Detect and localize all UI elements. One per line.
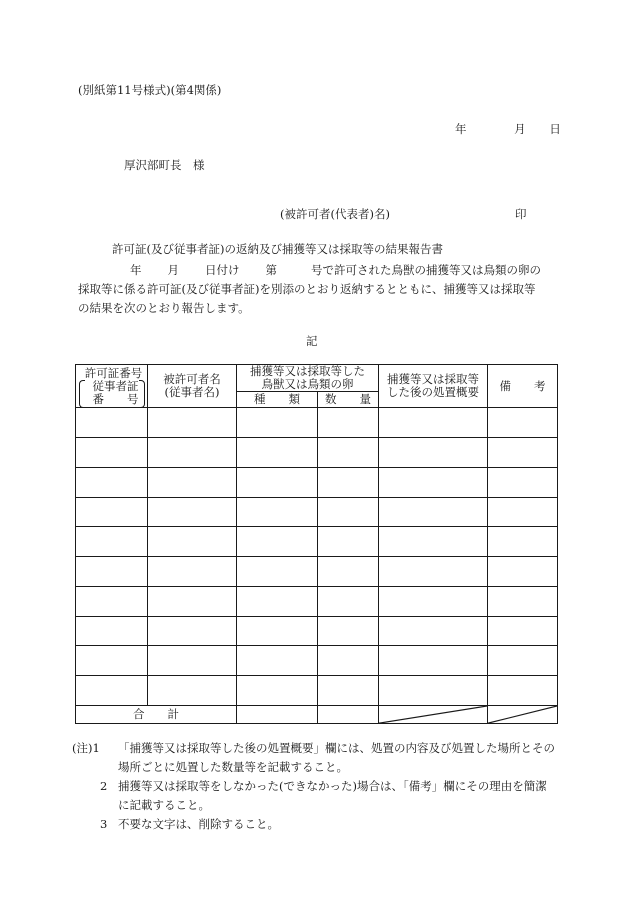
table-row bbox=[76, 527, 558, 557]
date-line bbox=[455, 121, 561, 137]
holder-cell[interactable] bbox=[148, 467, 237, 497]
permit-number-cell[interactable] bbox=[76, 438, 148, 468]
header-disposal-line-1: 捕獲等又は採取等 bbox=[387, 372, 479, 387]
permit-number-cell[interactable] bbox=[76, 675, 148, 705]
quantity-cell[interactable] bbox=[318, 557, 379, 587]
date-year: 年 bbox=[455, 122, 467, 136]
total-species[interactable] bbox=[237, 705, 318, 723]
form-number: (別紙第11号様式)(第4関係) bbox=[78, 83, 222, 97]
disposal-cell[interactable] bbox=[379, 497, 488, 527]
remarks-cell[interactable] bbox=[488, 408, 558, 438]
quantity-cell[interactable] bbox=[318, 438, 379, 468]
species-cell[interactable] bbox=[237, 438, 318, 468]
permit-number-cell[interactable] bbox=[76, 527, 148, 557]
permit-number-cell[interactable] bbox=[76, 557, 148, 587]
species-cell[interactable] bbox=[237, 467, 318, 497]
header-species: 種 類 bbox=[237, 392, 318, 408]
quantity-cell[interactable] bbox=[318, 675, 379, 705]
ki-heading: 記 bbox=[306, 334, 318, 348]
note-num-2: 2 bbox=[100, 779, 108, 793]
holder-cell[interactable] bbox=[148, 586, 237, 616]
table-row bbox=[76, 557, 558, 587]
table-row bbox=[76, 675, 558, 705]
note-prefix: (注)1 bbox=[72, 741, 100, 755]
quantity-cell[interactable] bbox=[318, 616, 379, 646]
header-holder-label: 被許可者名 bbox=[163, 372, 221, 387]
header-permit-number bbox=[76, 365, 148, 408]
species-cell[interactable] bbox=[237, 616, 318, 646]
note-item-2 bbox=[78, 777, 558, 815]
disposal-cell[interactable] bbox=[379, 438, 488, 468]
remarks-cell[interactable] bbox=[488, 527, 558, 557]
body-dai: 第 bbox=[265, 263, 277, 277]
header-species-group bbox=[237, 365, 379, 392]
header-worker-number-label: 番 号 bbox=[92, 391, 139, 406]
species-cell[interactable] bbox=[237, 557, 318, 587]
table-row bbox=[76, 408, 558, 438]
permit-number-cell[interactable] bbox=[76, 467, 148, 497]
applicant-name-label: (被許可者(代表者)名) bbox=[280, 207, 390, 221]
remarks-cell[interactable] bbox=[488, 586, 558, 616]
header-species-group-line-2: 鳥獣又は鳥類の卵 bbox=[261, 377, 354, 392]
permit-number-cell[interactable] bbox=[76, 497, 148, 527]
report-table bbox=[75, 364, 558, 724]
total-disposal-struck bbox=[379, 705, 488, 723]
quantity-cell[interactable] bbox=[318, 497, 379, 527]
disposal-cell[interactable] bbox=[379, 646, 488, 676]
header-species-group-line-1: 捕獲等又は採取等した bbox=[250, 364, 365, 379]
quantity-cell[interactable] bbox=[318, 527, 379, 557]
permit-number-cell[interactable] bbox=[76, 646, 148, 676]
header-remarks: 備 考 bbox=[488, 365, 558, 408]
total-remarks-struck bbox=[488, 705, 558, 723]
disposal-cell[interactable] bbox=[379, 675, 488, 705]
date-month: 月 bbox=[514, 122, 526, 136]
quantity-cell[interactable] bbox=[318, 586, 379, 616]
species-cell[interactable] bbox=[237, 527, 318, 557]
seal-mark: 印 bbox=[515, 207, 527, 221]
remarks-cell[interactable] bbox=[488, 675, 558, 705]
permit-number-cell[interactable] bbox=[76, 586, 148, 616]
table-row bbox=[76, 467, 558, 497]
table-row bbox=[76, 438, 558, 468]
quantity-cell[interactable] bbox=[318, 467, 379, 497]
disposal-cell[interactable] bbox=[379, 467, 488, 497]
header-worker-name-label: (従事者名) bbox=[164, 385, 220, 400]
note-item-1 bbox=[72, 739, 558, 777]
total-row bbox=[76, 705, 558, 723]
addressee: 厚沢部町長 様 bbox=[124, 158, 205, 172]
holder-cell[interactable] bbox=[148, 616, 237, 646]
species-cell[interactable] bbox=[237, 586, 318, 616]
disposal-cell[interactable] bbox=[379, 586, 488, 616]
total-quantity[interactable] bbox=[318, 705, 379, 723]
note-text-1: 「捕獲等又は採取等した後の処置概要」欄には、処置の内容及び処置した場所とその場所ごとに処置した数量等を記載すること。 bbox=[118, 741, 555, 774]
holder-cell[interactable] bbox=[148, 557, 237, 587]
remarks-cell[interactable] bbox=[488, 557, 558, 587]
holder-cell[interactable] bbox=[148, 497, 237, 527]
total-label: 合 計 bbox=[76, 705, 237, 723]
species-cell[interactable] bbox=[237, 675, 318, 705]
note-item-3 bbox=[78, 815, 558, 834]
note-text-2: 捕獲等又は採取等をしなかった(できなかった)場合は、「備考」欄にその理由を簡潔に記載すること。 bbox=[118, 779, 547, 812]
notes bbox=[72, 739, 558, 834]
permit-number-cell[interactable] bbox=[76, 408, 148, 438]
disposal-cell[interactable] bbox=[379, 527, 488, 557]
header-disposal bbox=[379, 365, 488, 408]
header-worker-cert-label: 従事者証 bbox=[92, 378, 139, 393]
header-permit-number-label: 許可証番号 bbox=[84, 365, 143, 380]
table-row bbox=[76, 646, 558, 676]
disposal-cell[interactable] bbox=[379, 557, 488, 587]
holder-cell[interactable] bbox=[148, 527, 237, 557]
body-line-1-rest: 号で許可された鳥獣の捕獲等又は鳥類の卵の bbox=[311, 263, 541, 277]
table-row bbox=[76, 497, 558, 527]
body-line-1 bbox=[78, 261, 556, 280]
body-line-3: の結果を次のとおり報告します。 bbox=[78, 301, 250, 315]
table-row bbox=[76, 616, 558, 646]
body-date: 日付け bbox=[205, 263, 240, 277]
quantity-cell[interactable] bbox=[318, 408, 379, 438]
species-cell[interactable] bbox=[237, 646, 318, 676]
remarks-cell[interactable] bbox=[488, 497, 558, 527]
header-quantity: 数 量 bbox=[318, 392, 379, 408]
permit-number-cell[interactable] bbox=[76, 616, 148, 646]
table-row bbox=[76, 586, 558, 616]
holder-cell[interactable] bbox=[148, 675, 237, 705]
header-holder bbox=[148, 365, 237, 408]
body-year: 年 bbox=[130, 263, 142, 277]
disposal-cell[interactable] bbox=[379, 408, 488, 438]
holder-cell[interactable] bbox=[148, 438, 237, 468]
document-title: 許可証(及び従事者証)の返納及び捕獲等又は採取等の結果報告書 bbox=[112, 242, 443, 256]
report-body bbox=[78, 261, 556, 318]
header-worker-cert-bracket bbox=[80, 380, 147, 406]
remarks-cell[interactable] bbox=[488, 438, 558, 468]
body-month: 月 bbox=[167, 263, 179, 277]
date-day: 日 bbox=[549, 122, 561, 136]
remarks-cell[interactable] bbox=[488, 616, 558, 646]
note-text-3: 不要な文字は、削除すること。 bbox=[118, 817, 279, 831]
species-cell[interactable] bbox=[237, 497, 318, 527]
quantity-cell[interactable] bbox=[318, 646, 379, 676]
body-line-2: 採取等に係る許可証(及び従事者証)を別添のとおり返納するとともに、捕獲等又は採取等 bbox=[78, 282, 536, 296]
note-num-3: 3 bbox=[100, 817, 108, 831]
holder-cell[interactable] bbox=[148, 646, 237, 676]
remarks-cell[interactable] bbox=[488, 467, 558, 497]
species-cell[interactable] bbox=[237, 408, 318, 438]
disposal-cell[interactable] bbox=[379, 616, 488, 646]
header-disposal-line-2: した後の処置概要 bbox=[387, 385, 479, 400]
holder-cell[interactable] bbox=[148, 408, 237, 438]
remarks-cell[interactable] bbox=[488, 646, 558, 676]
